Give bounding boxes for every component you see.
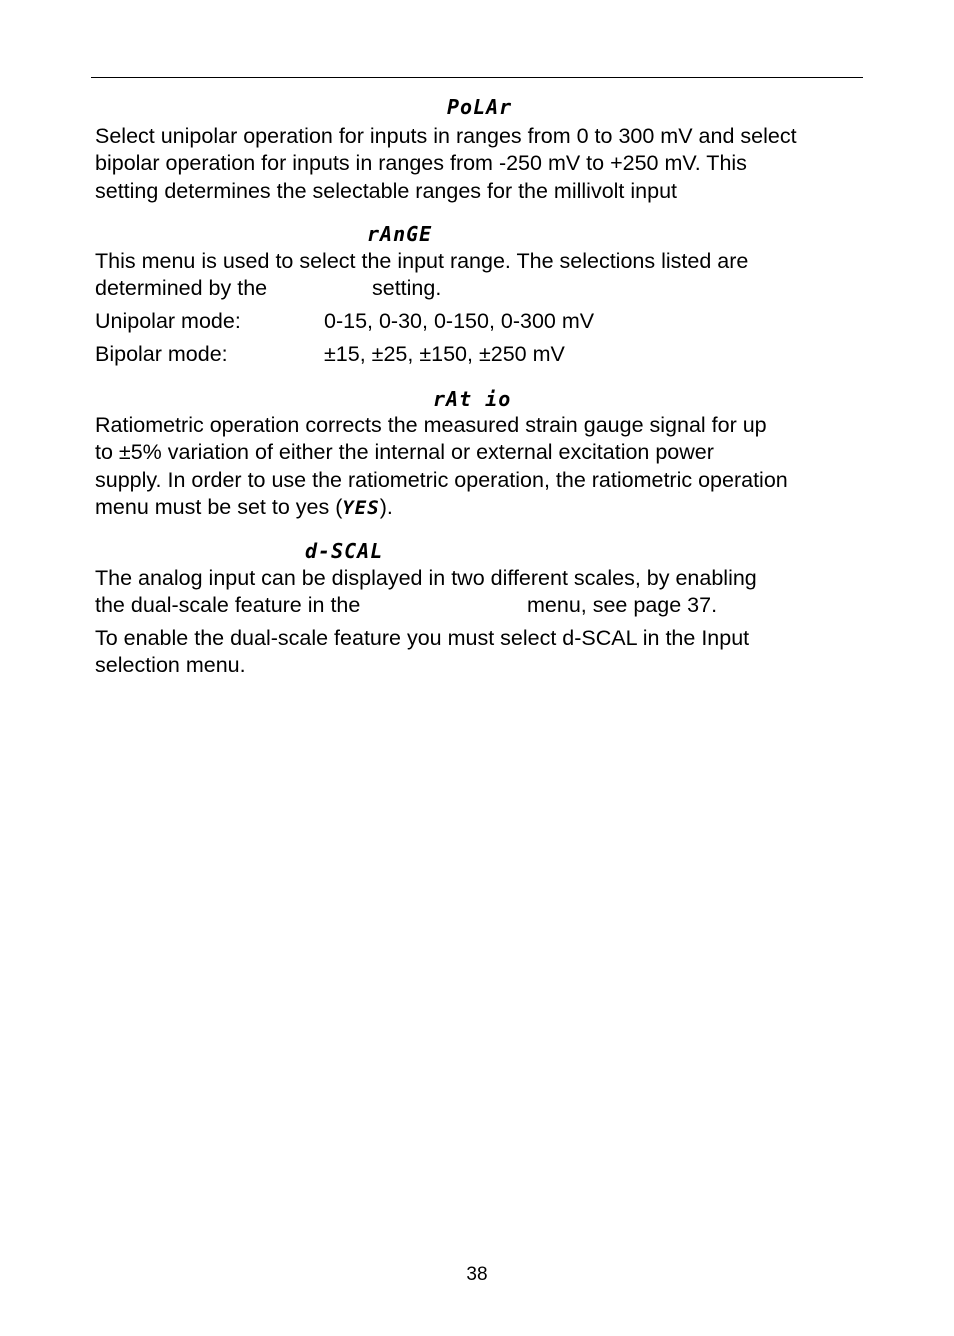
polar-line: bipolar operation for inputs in ranges from -250 mV to +250 mV. This bbox=[95, 151, 747, 176]
ratio-last-start: menu must be set to yes ( bbox=[95, 494, 343, 519]
dscal-enable-note bbox=[95, 625, 860, 680]
bipolar-row bbox=[95, 341, 565, 368]
ratio-line: to ±5% variation of either the internal or external excitation power bbox=[95, 440, 714, 465]
polar-description bbox=[95, 123, 860, 205]
range-line2-start: determined by the bbox=[95, 276, 268, 301]
dscal-note-line: To enable the dual-scale feature you must select d-SCAL in the Input bbox=[95, 626, 750, 650]
header-rule bbox=[91, 77, 863, 78]
range-line: This menu is used to select the input range. The selections listed are bbox=[95, 249, 749, 273]
polar-line: setting determines the selectable ranges for the millivolt input bbox=[95, 178, 678, 203]
dscal-line2-start: the dual-scale feature in the bbox=[95, 593, 361, 618]
unipolar-row bbox=[95, 308, 595, 335]
ratio-line bbox=[95, 494, 860, 522]
unipolar-label: Unipolar mode: bbox=[95, 309, 241, 333]
polar-display-code: PoLAr bbox=[447, 95, 513, 119]
range-display-code: rAnGE bbox=[367, 222, 433, 246]
bipolar-label: Bipolar mode: bbox=[95, 342, 228, 366]
polar-line: Select unipolar operation for inputs in ranges from 0 to 300 mV and select bbox=[95, 124, 797, 148]
range-description bbox=[95, 248, 860, 303]
ratio-display-code: rAt io bbox=[433, 387, 512, 411]
dscal-line: The analog input can be displayed in two different scales, by enabling bbox=[95, 566, 757, 590]
dscal-description bbox=[95, 565, 860, 620]
dscal-display-code: d-SCAL bbox=[305, 539, 384, 563]
dscal-line2-end: menu, see page 37. bbox=[527, 593, 718, 618]
bipolar-value: ±15, ±25, ±150, ±250 mV bbox=[324, 342, 565, 366]
ratio-line: supply. In order to use the ratiometric operation, the ratiometric operation bbox=[95, 467, 788, 492]
yes-display-code: YES bbox=[342, 496, 380, 519]
page-number: 38 bbox=[466, 1264, 488, 1285]
ratio-last-end: ). bbox=[379, 494, 393, 519]
range-line bbox=[95, 275, 860, 302]
dscal-note-line: selection menu. bbox=[95, 653, 246, 678]
range-line2-end: setting. bbox=[372, 276, 442, 301]
unipolar-value: 0-15, 0-30, 0-150, 0-300 mV bbox=[324, 309, 595, 333]
ratio-description bbox=[95, 412, 860, 522]
dscal-line bbox=[95, 592, 860, 619]
ratio-line: Ratiometric operation corrects the measured strain gauge signal for up bbox=[95, 413, 767, 437]
